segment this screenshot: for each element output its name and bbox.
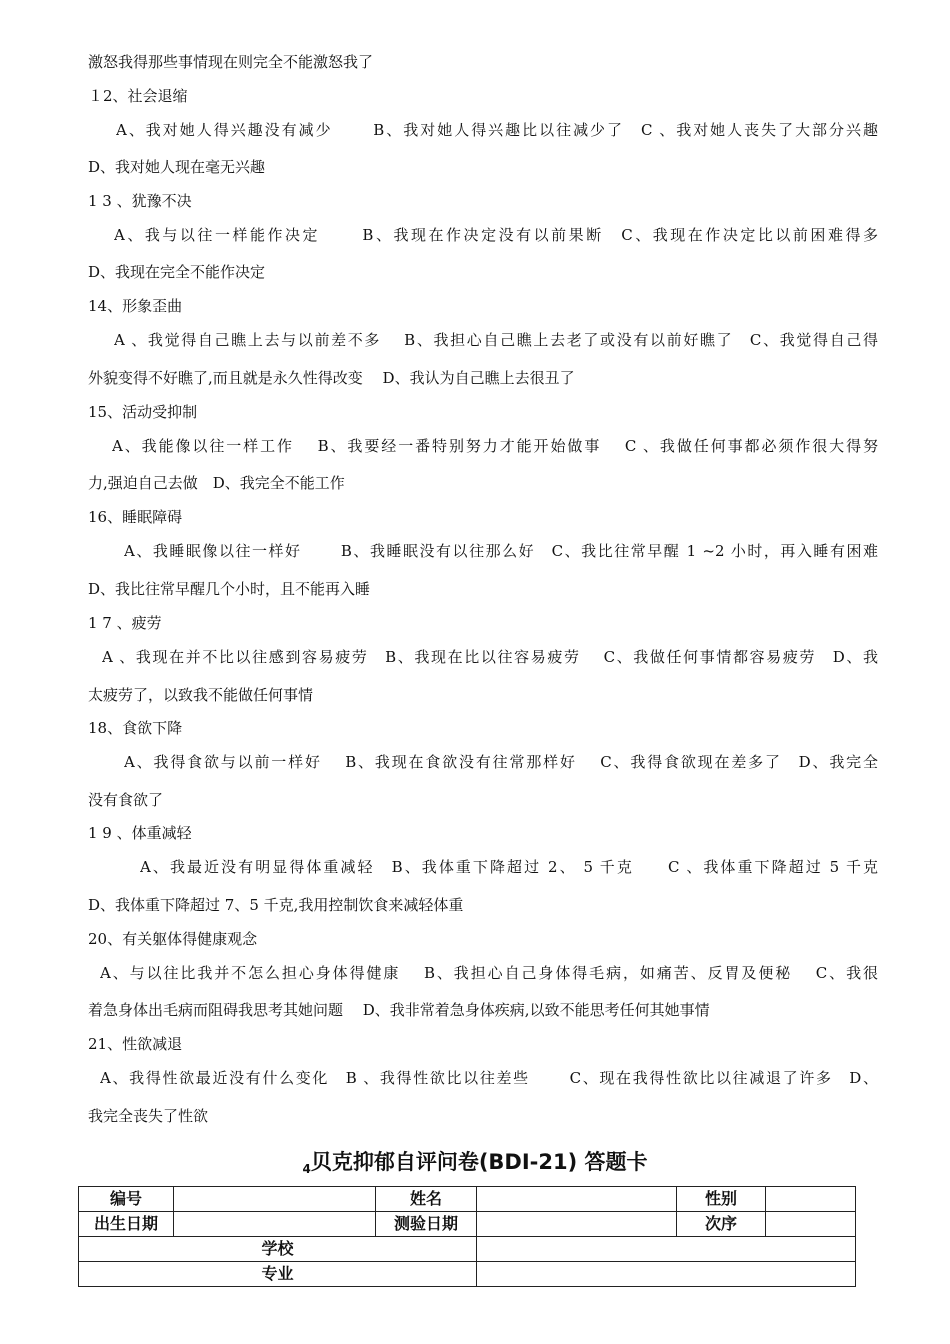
text-line: A、我最近没有明显得体重减轻 B、我体重下降超过 2、 5 千克 C 、我体重下降超过 5 千克 [140, 858, 878, 876]
text-line: A、我对她人得兴趣没有减少 B、我对她人得兴趣比以往减少了 C 、我对她人丧失了大部分兴趣 [116, 121, 878, 139]
major-field[interactable] [477, 1262, 856, 1287]
school-label: 学校 [79, 1237, 477, 1262]
test-date-field[interactable] [477, 1212, 677, 1237]
text-line: 1 3 、犹豫不决 [88, 192, 192, 210]
text-line: D、我体重下降超过 7、5 千克,我用控制饮食来减轻体重 [88, 896, 464, 914]
school-field[interactable] [477, 1237, 856, 1262]
text-line: 14、形象歪曲 [88, 297, 183, 315]
text-line: 着急身体出毛病而阻碍我思考其她问题 D、我非常着急身体疾病,以致不能思考任何其她事情 [88, 1001, 710, 1019]
text-line: 16、睡眠障碍 [88, 508, 183, 526]
title-text: 贝克抑郁自评问卷(BDI-21) 答题卡 [310, 1150, 648, 1174]
text-line: A、我能像以往一样工作 B、我要经一番特别努力才能开始做事 C 、我做任何事都必须作很大得努 [112, 437, 878, 455]
answer-card-table [78, 1186, 856, 1287]
text-line: 我完全丧失了性欲 [88, 1107, 209, 1125]
text-line: 激怒我得那些事情现在则完全不能激怒我了 [88, 53, 374, 71]
card-row-3 [79, 1237, 856, 1262]
text-line: A、我睡眠像以往一样好 B、我睡眠没有以往那么好 C、我比往常早醒 1 ~2 小时，再入睡有困难 [124, 542, 878, 560]
text-line: 18、食欲下降 [88, 719, 183, 737]
order-field[interactable] [766, 1212, 856, 1237]
text-line: A、我得性欲最近没有什么变化 B 、我得性欲比以往差些 C、现在我得性欲比以往减退了许多 D、 [100, 1069, 878, 1087]
text-line: 21、性欲减退 [88, 1035, 183, 1053]
text-line: 太疲劳了，以致我不能做任何事情 [88, 686, 314, 704]
text-line: 力,强迫自己去做 D、我完全不能工作 [88, 474, 345, 492]
birth-date-field[interactable] [174, 1212, 376, 1237]
text-line: A 、我现在并不比以往感到容易疲劳 B、我现在比以往容易疲劳 C、我做任何事情都容易疲劳 D、我 [102, 648, 878, 666]
text-line: 15、活动受抑制 [88, 403, 198, 421]
text-line: 外貌变得不好瞧了,而且就是永久性得改变 D、我认为自己瞧上去很丑了 [88, 369, 575, 387]
text-line: A 、我觉得自己瞧上去与以前差不多 B、我担心自己瞧上去老了或没有以前好瞧了 C、我觉得自己得 [114, 331, 878, 349]
text-line: 1 9 、体重减轻 [88, 824, 192, 842]
id-field[interactable] [174, 1187, 376, 1212]
birth-date-label: 出生日期 [79, 1212, 174, 1237]
text-line: 没有食欲了 [88, 791, 164, 809]
text-line: 20、有关躯体得健康观念 [88, 930, 258, 948]
name-label: 姓名 [376, 1187, 477, 1212]
text-line: A、与以往比我并不怎么担心身体得健康 B、我担心自己身体得毛病，如痛苦、反胃及便秘 C、我很 [100, 964, 878, 982]
answer-card-title [0, 1148, 950, 1183]
card-row-2 [79, 1212, 856, 1237]
text-line: D、我比往常早醒几个小时，且不能再入睡 [88, 580, 371, 598]
title-marker: 4 [302, 1162, 311, 1176]
major-label: 专业 [79, 1262, 477, 1287]
text-line: D、我现在完全不能作决定 [88, 263, 266, 281]
card-row-1 [79, 1187, 856, 1212]
gender-label: 性别 [677, 1187, 766, 1212]
text-line: A、我得食欲与以前一样好 B、我现在食欲没有往常那样好 C、我得食欲现在差多了 D、我完全 [124, 753, 878, 771]
name-field[interactable] [477, 1187, 677, 1212]
text-line: A、我与以往一样能作决定 B、我现在作决定没有以前果断 C、我现在作决定比以前困难得多 [114, 226, 878, 244]
id-label: 编号 [79, 1187, 174, 1212]
text-line: １2、社会退缩 [88, 87, 188, 105]
card-row-4 [79, 1262, 856, 1287]
text-line: 1 7 、疲劳 [88, 614, 162, 632]
order-label: 次序 [677, 1212, 766, 1237]
text-line: D、我对她人现在毫无兴趣 [88, 158, 266, 176]
test-date-label: 测验日期 [376, 1212, 477, 1237]
gender-field[interactable] [766, 1187, 856, 1212]
